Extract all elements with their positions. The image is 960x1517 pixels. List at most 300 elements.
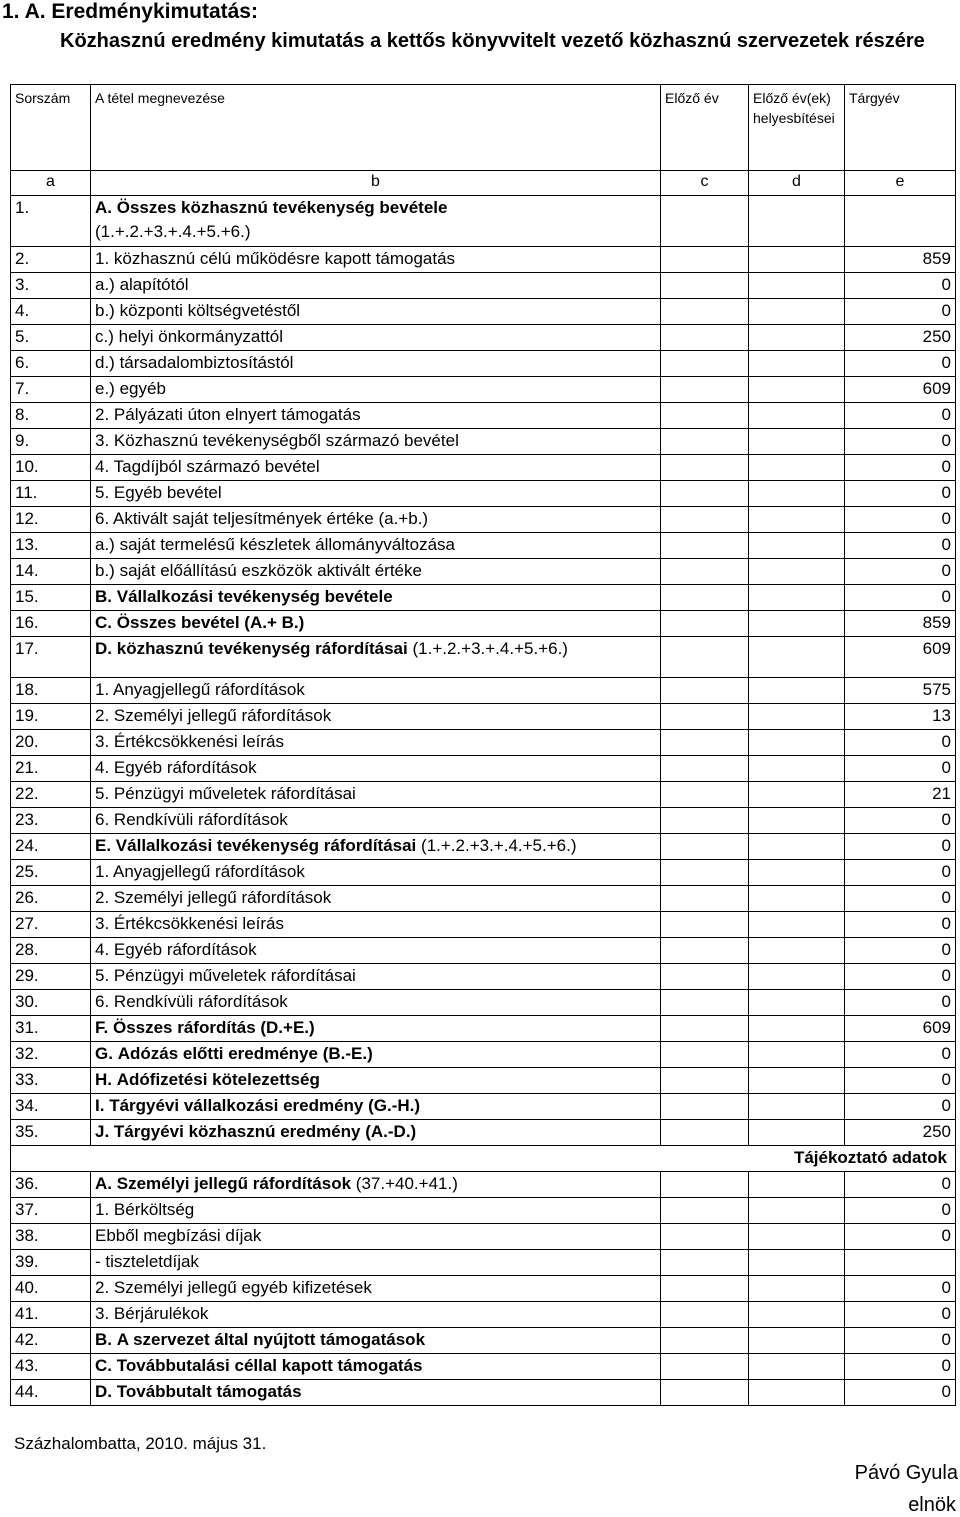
row-number: 9.: [11, 429, 91, 455]
item-text: Személyi jellegű ráfordítások: [113, 706, 332, 725]
item-prefix: E.: [95, 836, 112, 855]
item-description: [91, 403, 661, 429]
item-text: Összes közhasznú tevékenység bevétele: [116, 198, 448, 217]
item-text: Ebből megbízási díjak: [95, 1226, 262, 1245]
item-text: - tiszteletdíjak: [95, 1252, 199, 1271]
current-year-value: 609: [845, 377, 956, 403]
item-description: [91, 1016, 661, 1042]
current-year-value: 0: [845, 559, 956, 585]
row-number: 12.: [11, 507, 91, 533]
current-year-value: 21: [845, 782, 956, 808]
item-description: [91, 507, 661, 533]
current-year-value: 0: [845, 351, 956, 377]
item-prefix: 1.: [95, 862, 110, 881]
item-text: Tagdíjból származó bevétel: [113, 457, 320, 476]
previous-year-value: [661, 1224, 749, 1250]
row-number: 29.: [11, 964, 91, 990]
previous-correction-value: [749, 429, 845, 455]
current-year-value: 0: [845, 1328, 956, 1354]
item-prefix: 3.: [95, 431, 110, 450]
item-prefix: F.: [95, 1018, 109, 1037]
previous-year-value: [661, 481, 749, 507]
previous-year-value: [661, 730, 749, 756]
item-prefix: b.): [95, 301, 115, 320]
current-year-value: 859: [845, 611, 956, 637]
row-number: 34.: [11, 1094, 91, 1120]
previous-correction-value: [749, 1120, 845, 1146]
table-row: [11, 351, 956, 377]
item-prefix: a.): [95, 535, 115, 554]
table-row: [11, 860, 956, 886]
item-text: Bérköltség: [113, 1200, 195, 1219]
previous-year-value: [661, 1354, 749, 1380]
item-description: [91, 1224, 661, 1250]
previous-correction-value: [749, 351, 845, 377]
previous-year-value: [661, 990, 749, 1016]
table-row: [11, 1224, 956, 1250]
item-text: Személyi jellegű ráfordítások: [113, 888, 332, 907]
table-row: [11, 377, 956, 403]
table-row: [11, 247, 956, 273]
item-prefix: 3.: [95, 1304, 110, 1323]
item-prefix: 1.: [95, 1200, 110, 1219]
column-letter-row: [11, 171, 956, 196]
item-prefix: H.: [95, 1070, 112, 1089]
previous-year-value: [661, 247, 749, 273]
row-number: 21.: [11, 756, 91, 782]
item-description: [91, 1068, 661, 1094]
item-text: Tárgyévi közhasznú eredmény (A.-D.): [113, 1122, 417, 1141]
col-letter-d: d: [749, 171, 845, 196]
item-prefix: 2.: [95, 405, 110, 424]
item-description: [91, 756, 661, 782]
col-letter-a: a: [11, 171, 91, 196]
current-year-value: 0: [845, 808, 956, 834]
item-text: közhasznú tevékenység ráfordításai: [116, 639, 408, 658]
item-prefix: C.: [95, 613, 112, 632]
previous-year-value: [661, 808, 749, 834]
item-description: [91, 1354, 661, 1380]
previous-correction-value: [749, 1328, 845, 1354]
item-text: Vállalkozási tevékenység ráfordításai: [115, 836, 417, 855]
item-description: [91, 860, 661, 886]
item-description: [91, 533, 661, 559]
previous-correction-value: [749, 886, 845, 912]
item-description: [91, 1380, 661, 1406]
previous-year-value: [661, 377, 749, 403]
row-number: 3.: [11, 273, 91, 299]
table-row: [11, 196, 956, 247]
previous-year-value: [661, 585, 749, 611]
item-prefix: 1.: [95, 680, 110, 699]
table-row: [11, 481, 956, 507]
current-year-value: 0: [845, 834, 956, 860]
current-year-value: 250: [845, 1120, 956, 1146]
item-prefix: 5.: [95, 784, 110, 803]
item-text: központi költségvetéstől: [119, 301, 301, 320]
previous-correction-value: [749, 1276, 845, 1302]
item-prefix: d.): [95, 353, 115, 372]
item-text: Vállalkozási tevékenység bevétele: [116, 587, 393, 606]
current-year-value: 0: [845, 507, 956, 533]
item-text: A szervezet által nyújtott támogatások: [116, 1330, 426, 1349]
row-number: 1.: [11, 196, 91, 247]
current-year-value: 0: [845, 1042, 956, 1068]
previous-year-value: [661, 756, 749, 782]
item-description: [91, 377, 661, 403]
row-number: 20.: [11, 730, 91, 756]
row-number: 7.: [11, 377, 91, 403]
table-row: [11, 507, 956, 533]
header-targyev: Tárgyév: [845, 85, 956, 171]
row-number: 23.: [11, 808, 91, 834]
item-text: Összes bevétel (A.+ B.): [116, 613, 305, 632]
row-number: 38.: [11, 1224, 91, 1250]
previous-year-value: [661, 1380, 749, 1406]
current-year-value: 0: [845, 1172, 956, 1198]
previous-year-value: [661, 1302, 749, 1328]
item-text: Egyéb ráfordítások: [113, 940, 257, 959]
previous-year-value: [661, 507, 749, 533]
item-description: [91, 637, 661, 678]
previous-correction-value: [749, 325, 845, 351]
item-text: Pályázati úton elnyert támogatás: [113, 405, 361, 424]
table-row: [11, 1016, 956, 1042]
current-year-value: 13: [845, 704, 956, 730]
previous-year-value: [661, 1042, 749, 1068]
item-text: saját termelésű készletek állományváltozása: [119, 535, 456, 554]
item-text: Értékcsökkenési leírás: [113, 732, 284, 751]
previous-year-value: [661, 912, 749, 938]
current-year-value: 0: [845, 1302, 956, 1328]
item-text: Egyéb bevétel: [113, 483, 222, 502]
header-sorszam: Sorszám: [11, 85, 91, 171]
row-number: 13.: [11, 533, 91, 559]
item-description: [91, 1276, 661, 1302]
item-description: [91, 429, 661, 455]
current-year-value: 0: [845, 756, 956, 782]
previous-year-value: [661, 1198, 749, 1224]
current-year-value: 0: [845, 964, 956, 990]
item-prefix: 4.: [95, 457, 110, 476]
table-row: [11, 533, 956, 559]
item-description: [91, 1198, 661, 1224]
previous-year-value: [661, 704, 749, 730]
item-description: [91, 704, 661, 730]
row-number: 40.: [11, 1276, 91, 1302]
item-prefix: A.: [95, 1174, 112, 1193]
table-row: [11, 912, 956, 938]
previous-year-value: [661, 611, 749, 637]
table-row: [11, 834, 956, 860]
row-number: 30.: [11, 990, 91, 1016]
item-prefix: 3.: [95, 914, 110, 933]
previous-year-value: [661, 886, 749, 912]
row-number: 8.: [11, 403, 91, 429]
income-statement-table: [10, 84, 956, 1406]
table-row: [11, 1302, 956, 1328]
current-year-value: 0: [845, 1198, 956, 1224]
item-prefix: B.: [95, 587, 112, 606]
row-number: 41.: [11, 1302, 91, 1328]
row-number: 6.: [11, 351, 91, 377]
item-prefix: 4.: [95, 758, 110, 777]
item-description: [91, 455, 661, 481]
row-number: 43.: [11, 1354, 91, 1380]
page-title: 1. A. Eredménykimutatás:: [2, 0, 258, 23]
previous-correction-value: [749, 637, 845, 678]
item-description: [91, 990, 661, 1016]
item-text: Egyéb ráfordítások: [113, 758, 257, 777]
previous-correction-value: [749, 1250, 845, 1276]
table-row: [11, 1354, 956, 1380]
item-text: Továbbutalt támogatás: [116, 1382, 302, 1401]
item-description: [91, 886, 661, 912]
table-row: [11, 990, 956, 1016]
previous-correction-value: [749, 1354, 845, 1380]
item-prefix: 2.: [95, 706, 110, 725]
previous-year-value: [661, 351, 749, 377]
item-description: [91, 678, 661, 704]
current-year-value: 250: [845, 325, 956, 351]
item-text: alapítótól: [119, 275, 189, 294]
item-text: saját előállítású eszközök aktivált értéke: [119, 561, 422, 580]
previous-correction-value: [749, 273, 845, 299]
previous-year-value: [661, 559, 749, 585]
row-number: 33.: [11, 1068, 91, 1094]
table-row: [11, 1068, 956, 1094]
previous-correction-value: [749, 403, 845, 429]
table-row: [11, 325, 956, 351]
row-number: 2.: [11, 247, 91, 273]
current-year-value: 609: [845, 637, 956, 678]
page-subtitle: Közhasznú eredmény kimutatás a kettős könyvvitelt vezető közhasznú szervezetek részére: [60, 30, 925, 52]
item-prefix: 2.: [95, 1278, 110, 1297]
previous-correction-value: [749, 1198, 845, 1224]
current-year-value: 0: [845, 886, 956, 912]
current-year-value: 0: [845, 299, 956, 325]
item-description: [91, 808, 661, 834]
item-description: [91, 1042, 661, 1068]
row-number: 42.: [11, 1328, 91, 1354]
current-year-value: 0: [845, 455, 956, 481]
current-year-value: 0: [845, 1276, 956, 1302]
row-number: 36.: [11, 1172, 91, 1198]
current-year-value: 0: [845, 1094, 956, 1120]
item-text: közhasznú célú működésre kapott támogatás: [113, 249, 456, 268]
item-prefix: 2.: [95, 888, 110, 907]
item-description: [91, 1094, 661, 1120]
row-number: 24.: [11, 834, 91, 860]
item-description: [91, 782, 661, 808]
current-year-value: 859: [845, 247, 956, 273]
item-text: Rendkívüli ráfordítások: [113, 810, 288, 829]
previous-year-value: [661, 196, 749, 247]
current-year-value: 0: [845, 1354, 956, 1380]
signature-role: elnök: [908, 1494, 956, 1516]
previous-correction-value: [749, 1380, 845, 1406]
previous-correction-value: [749, 533, 845, 559]
item-prefix: D.: [95, 639, 112, 658]
previous-correction-value: [749, 299, 845, 325]
place-date: Százhalombatta, 2010. május 31.: [14, 1434, 267, 1453]
current-year-value: 0: [845, 481, 956, 507]
previous-correction-value: [749, 481, 845, 507]
item-prefix: D.: [95, 1382, 112, 1401]
item-text: Személyi jellegű egyéb kifizetések: [113, 1278, 372, 1297]
current-year-value: [845, 196, 956, 247]
row-number: 15.: [11, 585, 91, 611]
previous-year-value: [661, 1172, 749, 1198]
previous-correction-value: [749, 455, 845, 481]
table-row: [11, 273, 956, 299]
row-number: 44.: [11, 1380, 91, 1406]
item-text: egyéb: [119, 379, 166, 398]
item-description: [91, 351, 661, 377]
previous-correction-value: [749, 1172, 845, 1198]
table-row: [11, 559, 956, 585]
previous-correction-value: [749, 860, 845, 886]
previous-correction-value: [749, 1042, 845, 1068]
current-year-value: 0: [845, 1068, 956, 1094]
item-text: Anyagjellegű ráfordítások: [112, 862, 305, 881]
row-number: 14.: [11, 559, 91, 585]
table-row: [11, 938, 956, 964]
current-year-value: 575: [845, 678, 956, 704]
info-spacer: [11, 1146, 661, 1172]
row-number: 18.: [11, 678, 91, 704]
previous-correction-value: [749, 1224, 845, 1250]
current-year-value: 0: [845, 429, 956, 455]
col-letter-c: c: [661, 171, 749, 196]
item-prefix: 6.: [95, 810, 110, 829]
row-number: 27.: [11, 912, 91, 938]
item-description: [91, 1250, 661, 1276]
item-text: Tárgyévi vállalkozási eredmény (G.-H.): [109, 1096, 421, 1115]
current-year-value: 609: [845, 1016, 956, 1042]
info-section-row: [11, 1146, 956, 1172]
previous-year-value: [661, 782, 749, 808]
row-number: 37.: [11, 1198, 91, 1224]
row-number: 4.: [11, 299, 91, 325]
row-number: 39.: [11, 1250, 91, 1276]
item-description: [91, 481, 661, 507]
item-prefix: 4.: [95, 940, 110, 959]
header-row: [11, 85, 956, 171]
previous-year-value: [661, 299, 749, 325]
previous-correction-value: [749, 1094, 845, 1120]
table-row: [11, 637, 956, 678]
item-prefix: A.: [95, 198, 112, 217]
previous-year-value: [661, 678, 749, 704]
table-row: [11, 585, 956, 611]
header-elozo-ev: Előző év: [661, 85, 749, 171]
current-year-value: 0: [845, 403, 956, 429]
current-year-value: [845, 1250, 956, 1276]
item-text: Személyi jellegű ráfordítások: [116, 1174, 352, 1193]
current-year-value: 0: [845, 585, 956, 611]
signature-name: Pávó Gyula: [854, 1462, 958, 1484]
row-number: 16.: [11, 611, 91, 637]
item-prefix: 6.: [95, 992, 110, 1011]
item-prefix: J.: [95, 1122, 110, 1141]
item-prefix: I.: [95, 1096, 105, 1115]
item-prefix: 1.: [95, 249, 110, 268]
table-row: [11, 886, 956, 912]
previous-correction-value: [749, 585, 845, 611]
previous-year-value: [661, 1016, 749, 1042]
item-prefix: 5.: [95, 483, 110, 502]
previous-year-value: [661, 533, 749, 559]
item-description: [91, 964, 661, 990]
item-prefix: 3.: [95, 732, 110, 751]
previous-year-value: [661, 834, 749, 860]
previous-year-value: [661, 429, 749, 455]
table-row: [11, 678, 956, 704]
row-number: 32.: [11, 1042, 91, 1068]
item-formula: (37.+40.+41.): [355, 1174, 458, 1193]
item-text: Továbbutalási céllal kapott támogatás: [116, 1356, 423, 1375]
table-row: [11, 730, 956, 756]
previous-correction-value: [749, 834, 845, 860]
previous-year-value: [661, 1068, 749, 1094]
table-row: [11, 808, 956, 834]
previous-year-value: [661, 860, 749, 886]
previous-year-value: [661, 1120, 749, 1146]
item-description: [91, 834, 661, 860]
previous-year-value: [661, 1276, 749, 1302]
item-prefix: c.): [95, 327, 114, 346]
previous-correction-value: [749, 938, 845, 964]
item-text: Bérjárulékok: [113, 1304, 209, 1323]
row-number: 10.: [11, 455, 91, 481]
table-row: [11, 782, 956, 808]
previous-correction-value: [749, 704, 845, 730]
previous-correction-value: [749, 782, 845, 808]
table-row: [11, 756, 956, 782]
item-description: [91, 1172, 661, 1198]
table-row: [11, 1276, 956, 1302]
item-description: [91, 299, 661, 325]
current-year-value: 0: [845, 860, 956, 886]
item-formula: (1.+.2.+3.+.4.+5.+6.): [421, 836, 577, 855]
current-year-value: 0: [845, 730, 956, 756]
previous-correction-value: [749, 678, 845, 704]
previous-year-value: [661, 455, 749, 481]
item-text: Pénzügyi műveletek ráfordításai: [113, 966, 356, 985]
row-number: 19.: [11, 704, 91, 730]
item-text: Adófizetési kötelezettség: [116, 1070, 320, 1089]
item-text: Értékcsökkenési leírás: [113, 914, 284, 933]
table-row: [11, 611, 956, 637]
previous-correction-value: [749, 912, 845, 938]
table-row: [11, 299, 956, 325]
row-number: 25.: [11, 860, 91, 886]
previous-correction-value: [749, 1068, 845, 1094]
item-text: Rendkívüli ráfordítások: [113, 992, 288, 1011]
row-number: 17.: [11, 637, 91, 678]
item-formula: (1.+.2.+3.+.4.+5.+6.): [95, 222, 251, 241]
col-letter-b: b: [91, 171, 661, 196]
item-prefix: e.): [95, 379, 115, 398]
item-prefix: b.): [95, 561, 115, 580]
col-letter-e: e: [845, 171, 956, 196]
previous-year-value: [661, 964, 749, 990]
previous-correction-value: [749, 559, 845, 585]
previous-correction-value: [749, 377, 845, 403]
row-number: 26.: [11, 886, 91, 912]
previous-correction-value: [749, 247, 845, 273]
